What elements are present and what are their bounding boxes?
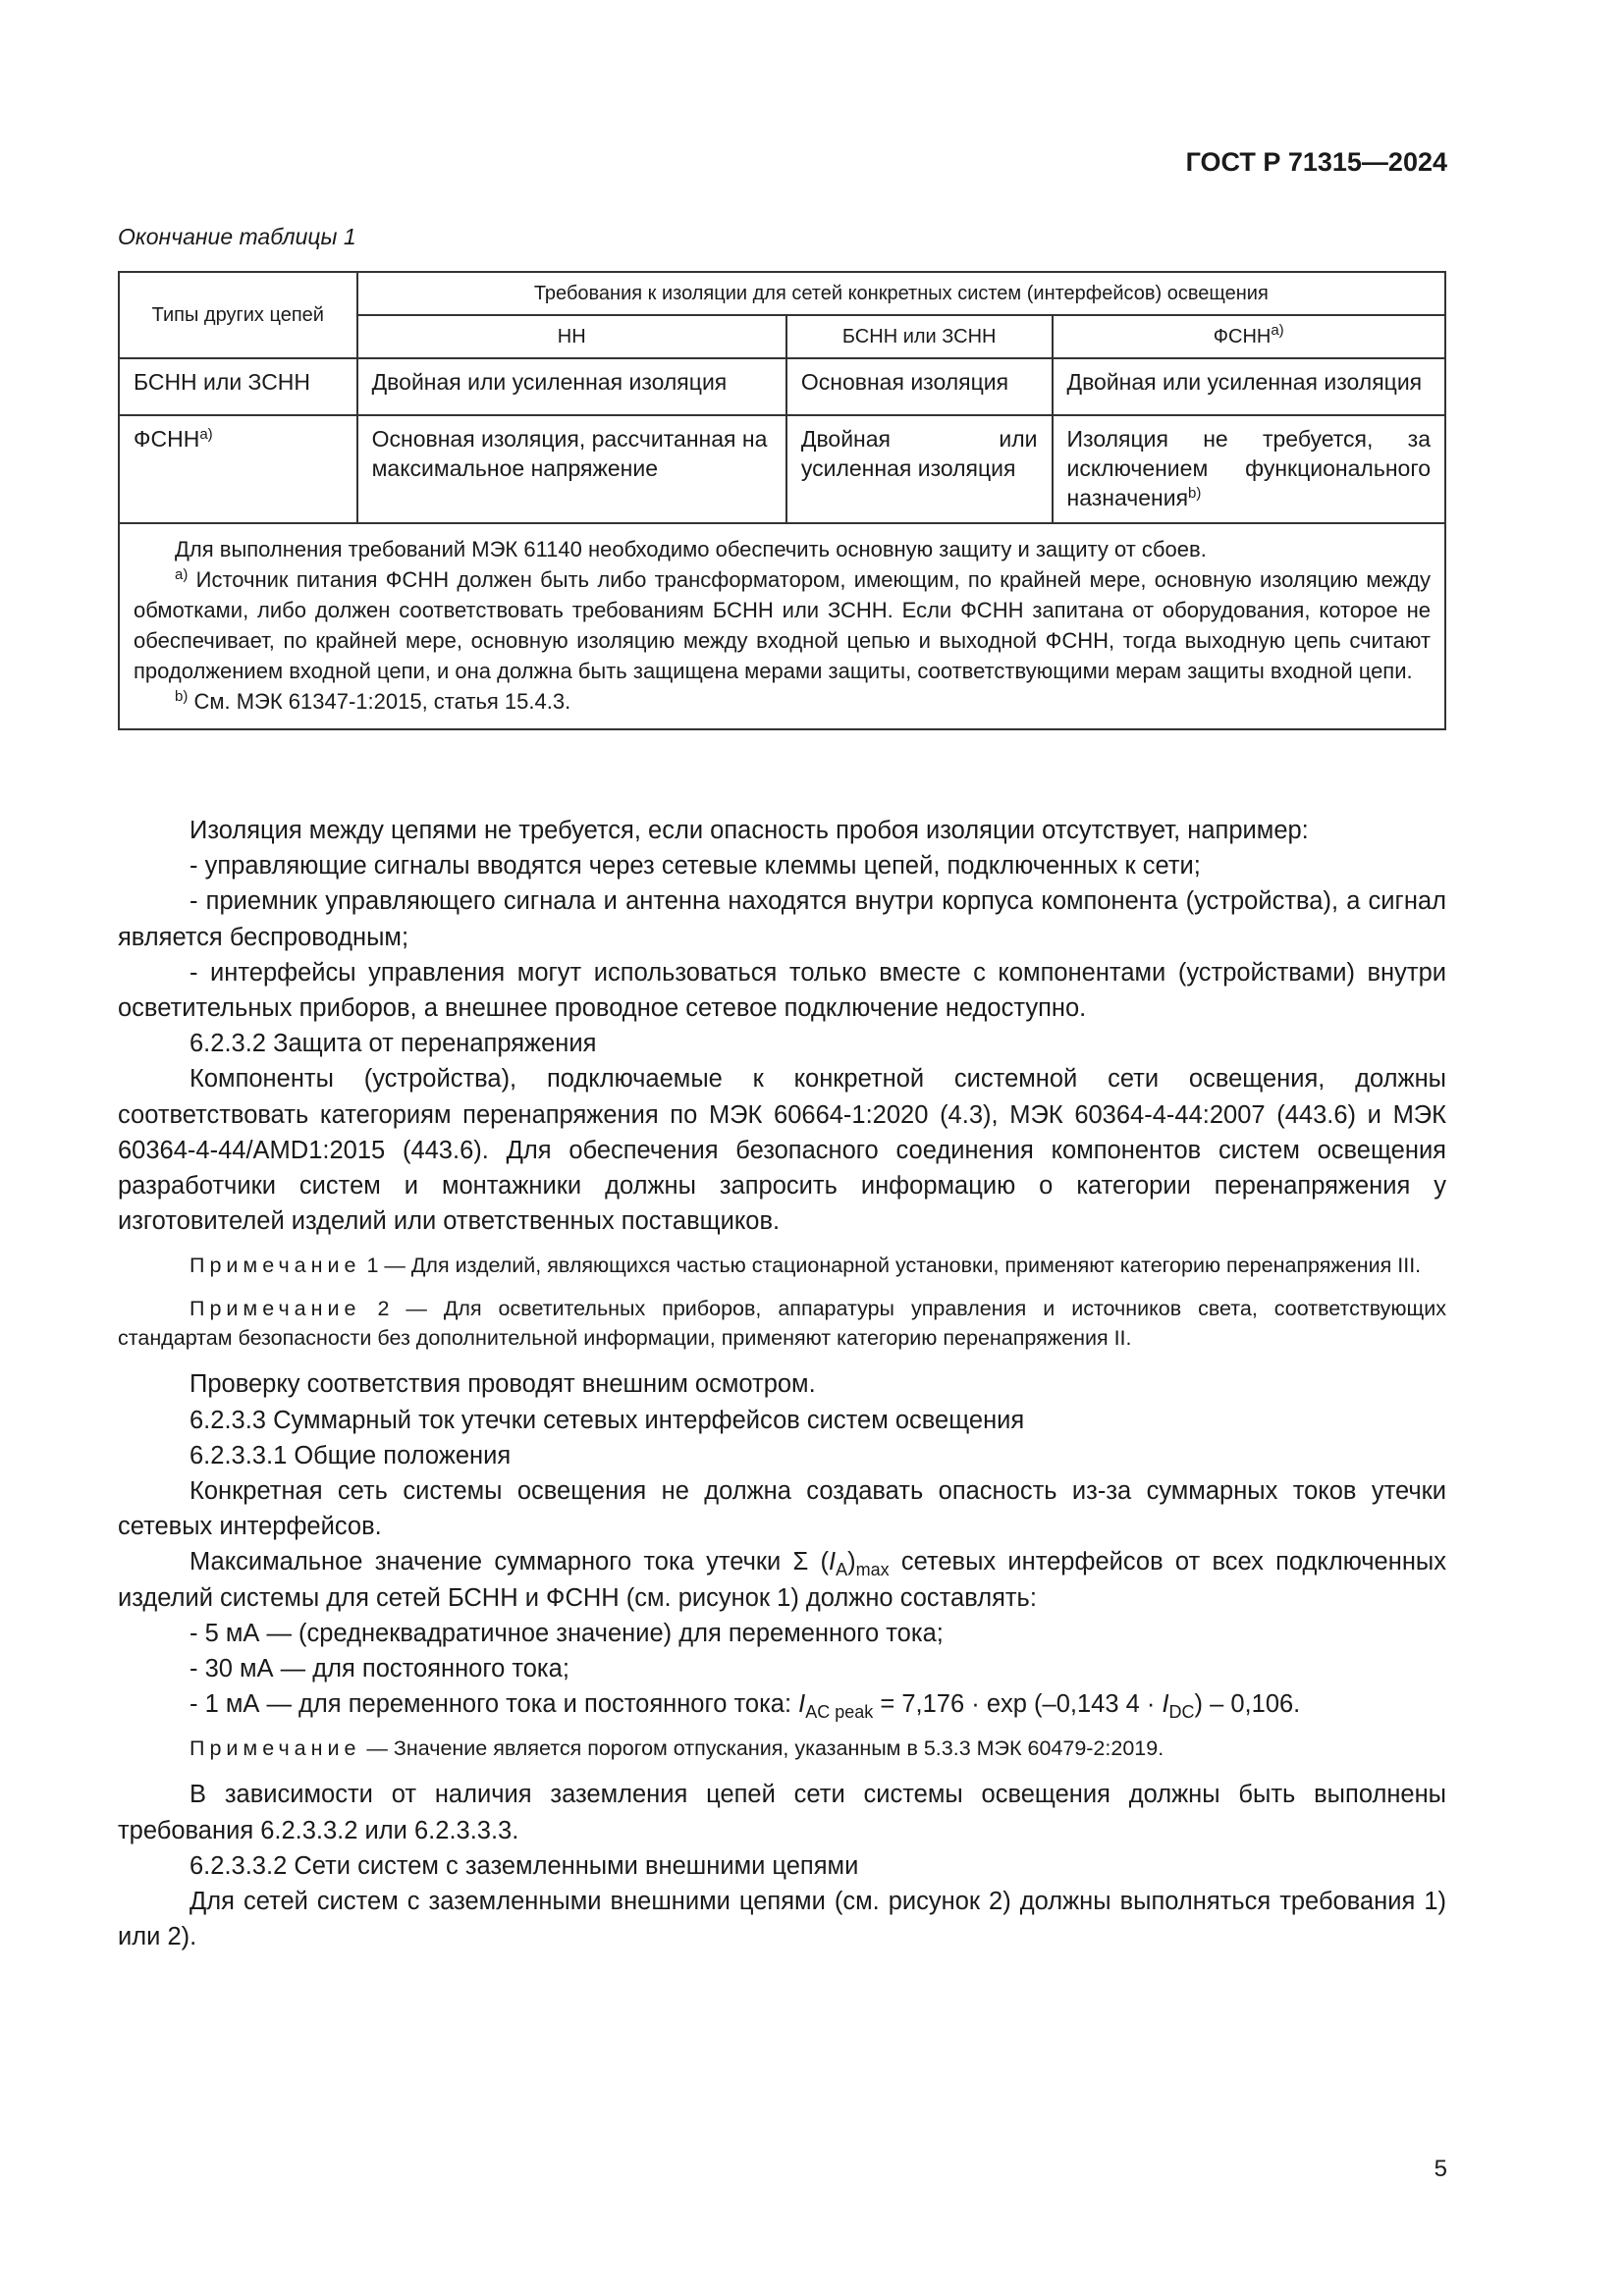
table-note-main: Для выполнения требований МЭК 61140 необходимо обеспечить основную защиту и защиту от сбоев.: [175, 537, 1207, 561]
paragraph: Для сетей систем с заземленными внешними цепями (см. рисунок 2) должны выполняться требования 1) или 2).: [118, 1888, 1446, 1951]
insulation-requirements-table: [118, 271, 1446, 730]
document-code: ГОСТ Р 71315—2024: [1185, 147, 1447, 177]
table-header-row: [119, 272, 1445, 315]
col-header-nn: НН: [357, 315, 786, 358]
list-item: - 1 мА — для переменного тока и постоянного тока: $I_{AC peak} = 7,176 \cdot \exp (-0,143$ $4 \cdot I_{DC}) - 0,106$.: [189, 1690, 1301, 1723]
table-cell: Изоляция не требуется, за исключением функционального назначения$^{b)}$: [1053, 415, 1446, 523]
footnote-a: $^{а)}$ Источник питания ФСНН должен быть либо трансформатором, имеющим, по крайней мере, основную изоляцию между обмотками, либо должен соответствовать требованиям БСНН или ЗСНН. Если ФСНН запитана от оборудования, которое не обеспечивает, по крайней мере, основную изоляцию между входной цепью и выходной ФСНН, тогда выходную цепь считают продолжением входной цепи, и она должна быть защищена мерами защиты, соответствующими мерам защиты входной цепи.: [134, 566, 1431, 683]
list-item: - 5 мА — (среднеквадратичное значение) для переменного тока;: [189, 1619, 944, 1647]
note-3: Примечание — Значение является порогом отпускания, указанным в 5.3.3 МЭК 60479-2:2019.: [189, 1736, 1164, 1761]
paragraph: Компоненты (устройства), подключаемые к конкретной системной сети освещения, должны соответствовать категориям перенапряжения по МЭК 60664-1:2020 (4.3), МЭК 60364-4-44:2007 (443.6) и МЭК 60364-4-44/AMD1:2015 (443.6). Для обеспечения безопасного соединения компонентов систем освещения разработчики систем и монтажники должны запросить информацию о категории перенапряжения у изготовителей изделий или ответственных поставщиков.: [118, 1065, 1446, 1236]
table-row: [119, 358, 1445, 415]
note-2: Примечание 2 — Для осветительных приборов, аппаратуры управления и источников света, соответствующих стандартам безопасности без дополнительной информации, применяют категорию перенапряжения II.: [118, 1297, 1446, 1351]
table-caption: Окончание таблицы 1: [118, 224, 356, 249]
table-notes: [119, 523, 1445, 729]
section-heading: 6.2.3.3 Суммарный ток утечки сетевых интерфейсов систем освещения: [189, 1406, 1025, 1434]
list-item: - управляющие сигналы вводятся через сетевые клеммы цепей, подключенных к сети;: [189, 852, 1201, 881]
table-cell: Двойная или усиленная изоляция: [1053, 358, 1446, 415]
col-group-header: Требования к изоляции для сетей конкретных систем (интерфейсов) освещения: [357, 272, 1445, 315]
list-item: - приемник управляющего сигнала и антенна находятся внутри корпуса компонента (устройства), а сигнал является беспроводным;: [118, 887, 1446, 951]
table-notes-row: [119, 523, 1445, 729]
footnote-marker-a: а): [1271, 322, 1284, 339]
list-item: - 30 мА — для постоянного тока;: [189, 1655, 569, 1683]
body-text: [118, 813, 1446, 1954]
table-cell: Основная изоляция, рассчитанная на максимальное напряжение: [357, 415, 786, 523]
paragraph: В зависимости от наличия заземления цепей сети системы освещения должны быть выполнены требования 6.2.3.3.2 или 6.2.3.3.3.: [118, 1781, 1446, 1844]
table-cell: Основная изоляция: [786, 358, 1053, 415]
footnote-b: $^{b)}$ См. МЭК 61347-1:2015, статья 15.4.3.: [175, 688, 571, 714]
paragraph: Максимальное значение суммарного тока утечки Σ $(I_A)_{max}$ сетевых интерфейсов от всех подключенных изделий системы для сетей БСНН и ФСНН (см. рисунок 1) должно составлять:: [118, 1548, 1446, 1612]
table-cell: Двойная или усиленная изоляция: [357, 358, 786, 415]
col-header-other-circuits: Типы других цепей: [119, 272, 357, 358]
col-header-fsnn: $ФСНН^{а)}$: [1053, 315, 1446, 358]
list-item: - интерфейсы управления могут использоваться только вместе с компонентами (устройствами) внутри осветительных приборов, а внешнее проводное сетевое подключение недоступно.: [118, 958, 1446, 1023]
table-row: [119, 415, 1445, 523]
footnote-marker-a: а): [199, 426, 213, 443]
footnote-marker-b: b): [1188, 485, 1202, 502]
paragraph: Конкретная сеть системы освещения не должна создавать опасность из-за суммарных токов утечки сетевых интерфейсов.: [118, 1477, 1446, 1541]
table-cell: Двойная или усиленная изоляция: [786, 415, 1053, 523]
row-label: БСНН или ЗСНН: [119, 358, 357, 415]
section-heading: 6.2.3.3.1 Общие положения: [189, 1441, 512, 1469]
paragraph: Проверку соответствия проводят внешним осмотром.: [189, 1370, 816, 1399]
page-number: 5: [1434, 2156, 1447, 2182]
paragraph: Изоляция между цепями не требуется, если опасность пробоя изоляции отсутствует, например:: [189, 817, 1309, 844]
section-heading: 6.2.3.3.2 Сети систем с заземленными внешними цепями: [189, 1851, 859, 1880]
col-header-bsnn: БСНН или ЗСНН: [786, 315, 1053, 358]
note-1: Примечание 1 — Для изделий, являющихся частью стационарной установки, применяют категорию перенапряжения III.: [189, 1254, 1422, 1278]
row-label: $ФСНН^{а)}$: [119, 415, 357, 523]
section-heading: 6.2.3.2 Защита от перенапряжения: [189, 1030, 597, 1058]
